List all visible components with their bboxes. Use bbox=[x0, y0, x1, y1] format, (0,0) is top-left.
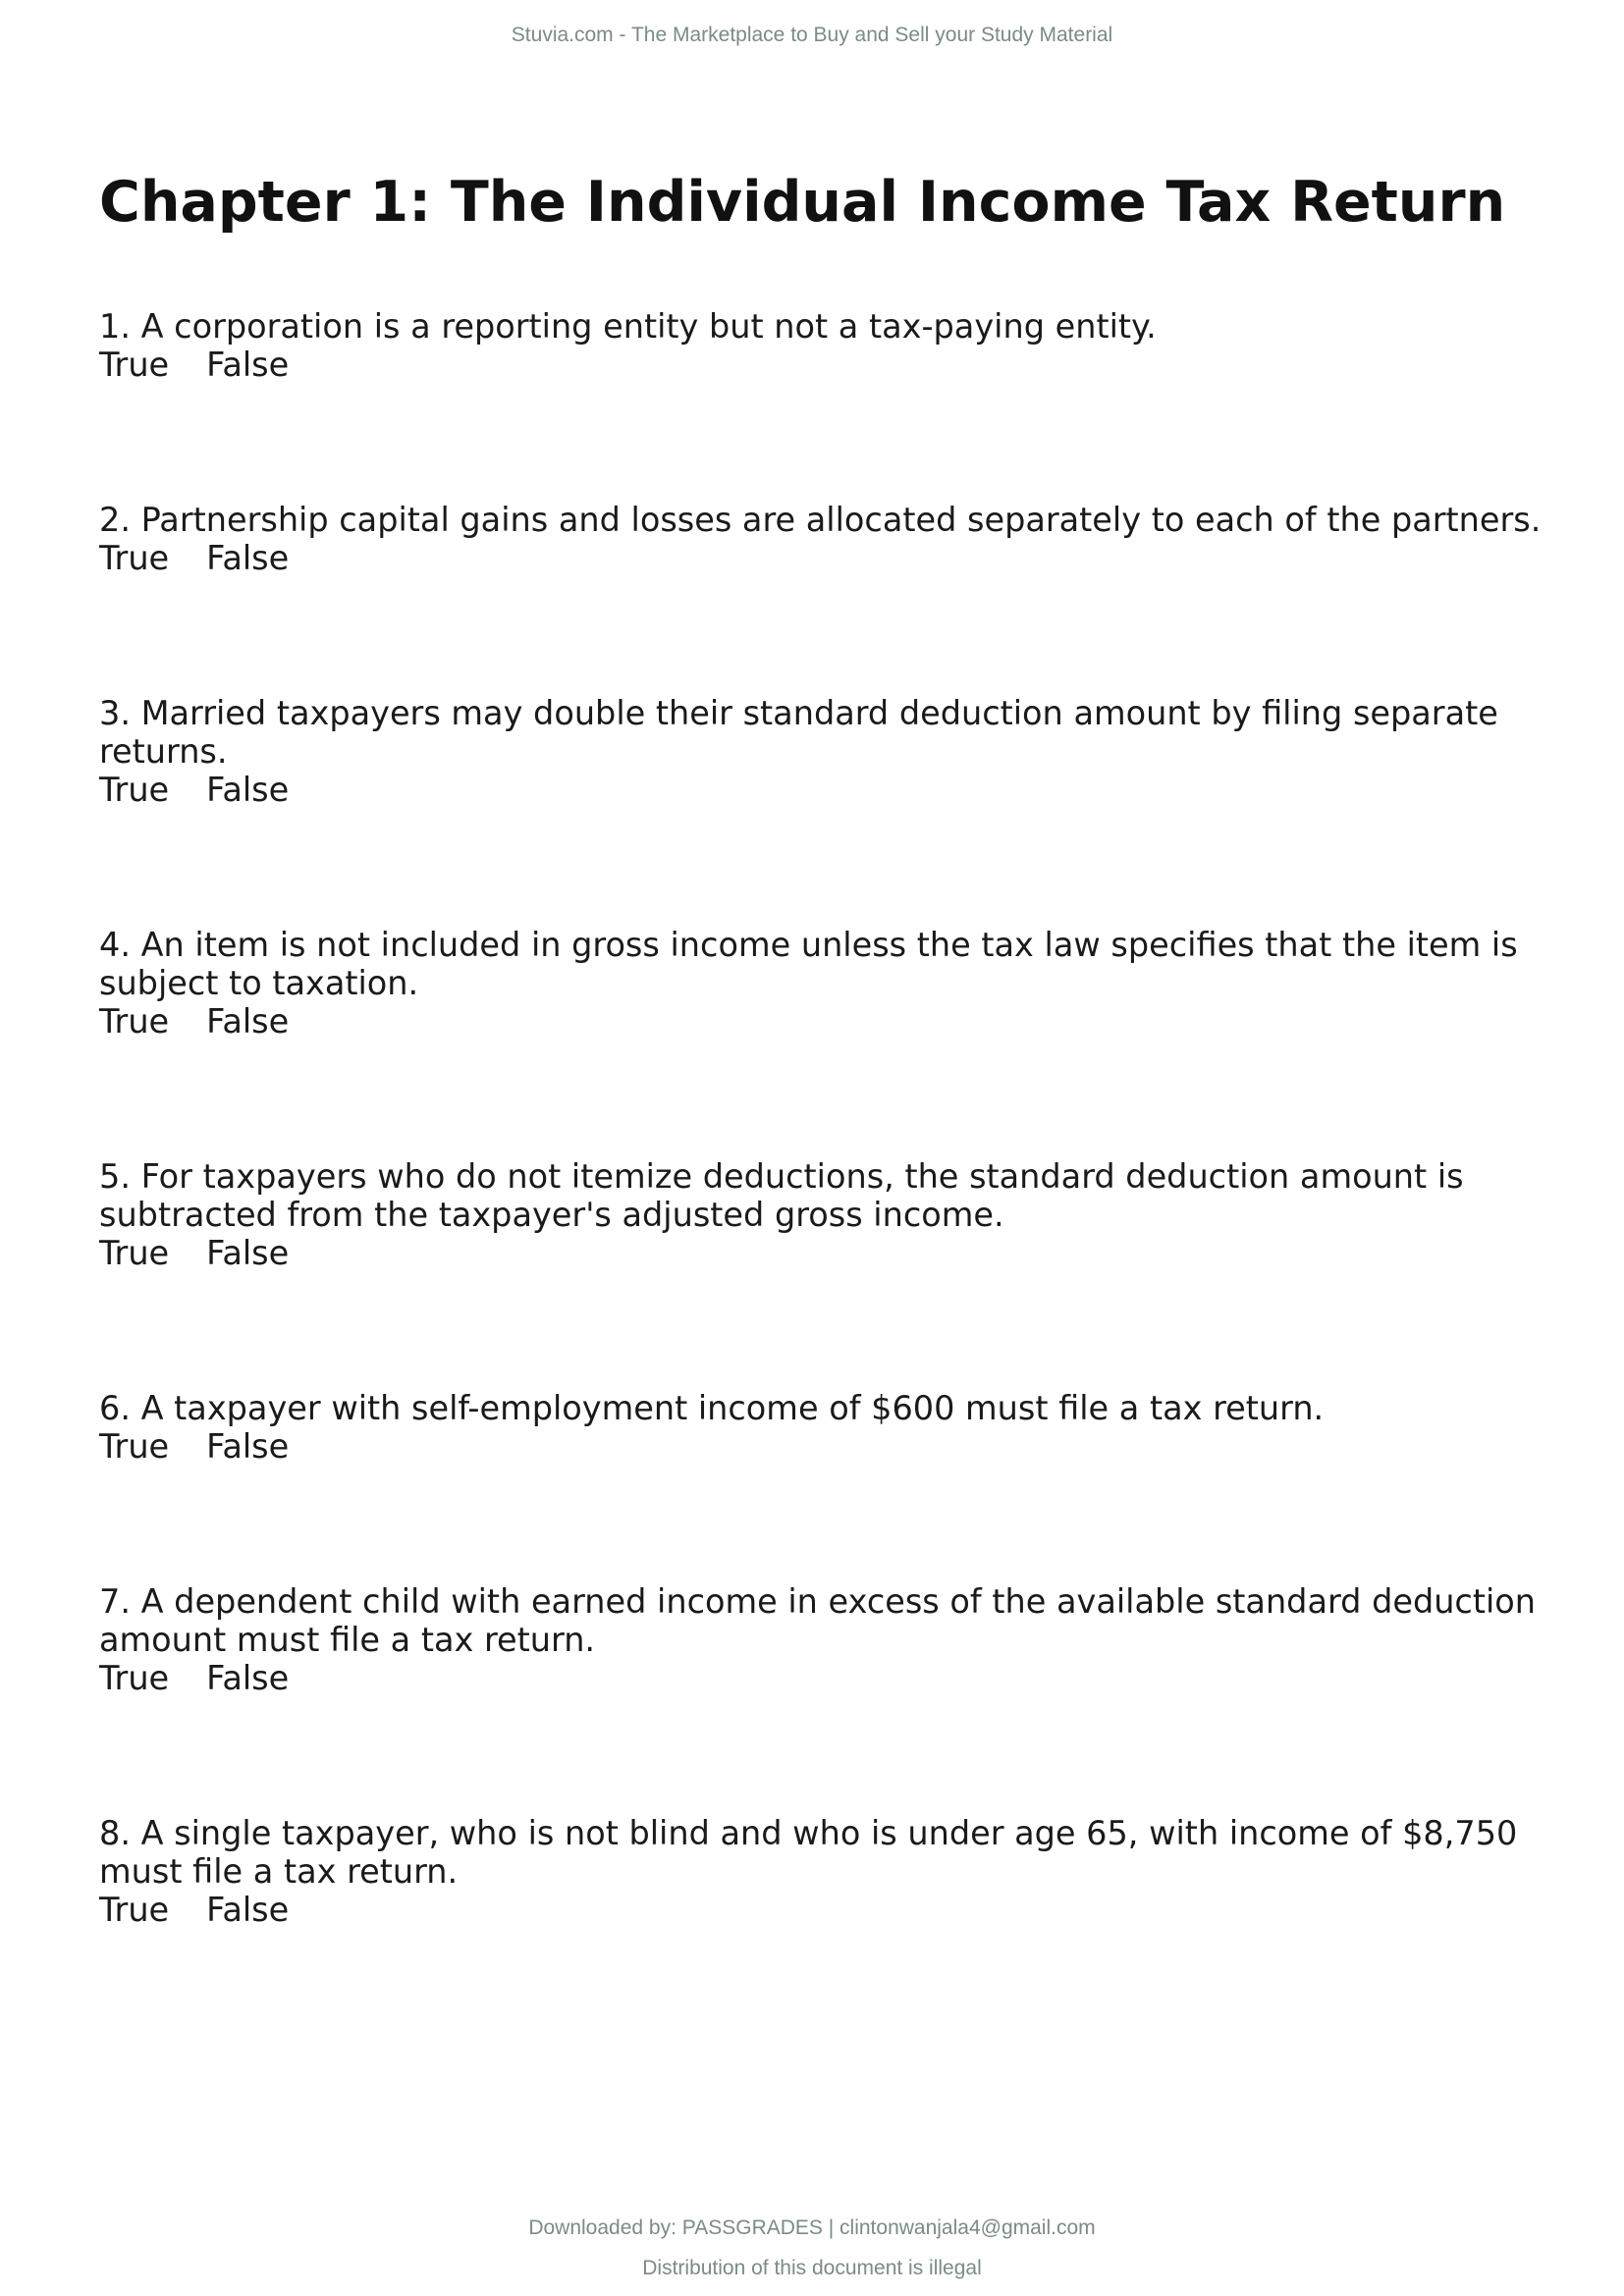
true-option[interactable]: True bbox=[99, 1002, 170, 1041]
false-option[interactable]: False bbox=[206, 539, 290, 577]
true-option[interactable]: True bbox=[99, 539, 170, 577]
answer-options bbox=[99, 1891, 1562, 1929]
question-1 bbox=[99, 307, 1562, 384]
answer-options bbox=[99, 346, 1562, 384]
true-option[interactable]: True bbox=[99, 1234, 170, 1272]
question-7 bbox=[99, 1582, 1562, 1697]
question-text: 6. A taxpayer with self-employment income of $600 must file a tax return. bbox=[99, 1389, 1325, 1427]
answer-options bbox=[99, 1427, 1562, 1466]
question-text: 7. A dependent child with earned income in excess of the available standard deduction amount must file a tax return. bbox=[99, 1582, 1537, 1659]
question-text: 4. An item is not included in gross income unless the tax law specifies that the item is subject to taxation. bbox=[99, 926, 1518, 1002]
question-3 bbox=[99, 694, 1562, 809]
distribution-notice: Distribution of this document is illegal bbox=[642, 2257, 982, 2279]
false-option[interactable]: False bbox=[206, 346, 290, 384]
answer-options bbox=[99, 771, 1562, 809]
question-2 bbox=[99, 501, 1562, 577]
question-8 bbox=[99, 1814, 1562, 1929]
question-text: 5. For taxpayers who do not itemize deductions, the standard deduction amount is subtracted from the taxpayer's adjusted gross income. bbox=[99, 1157, 1464, 1234]
true-option[interactable]: True bbox=[99, 771, 170, 809]
false-option[interactable]: False bbox=[206, 1891, 290, 1929]
false-option[interactable]: False bbox=[206, 1234, 290, 1272]
true-option[interactable]: True bbox=[99, 1891, 170, 1929]
false-option[interactable]: False bbox=[206, 1002, 290, 1041]
question-text: 8. A single taxpayer, who is not blind and who is under age 65, with income of $8,750 must file a tax return. bbox=[99, 1814, 1518, 1891]
false-option[interactable]: False bbox=[206, 1427, 290, 1466]
question-5 bbox=[99, 1157, 1562, 1272]
true-option[interactable]: True bbox=[99, 1427, 170, 1466]
site-header-banner: Stuvia.com - The Marketplace to Buy and Sell your Study Material bbox=[511, 24, 1113, 46]
false-option[interactable]: False bbox=[206, 1659, 290, 1697]
answer-options bbox=[99, 1234, 1562, 1272]
question-4 bbox=[99, 926, 1562, 1041]
true-option[interactable]: True bbox=[99, 346, 170, 384]
page-title: Chapter 1: The Individual Income Tax Return bbox=[99, 170, 1506, 235]
question-text: 1. A corporation is a reporting entity but not a tax-paying entity. bbox=[99, 307, 1157, 346]
answer-options bbox=[99, 1002, 1562, 1041]
download-attribution: Downloaded by: PASSGRADES | clintonwanjala4@gmail.com bbox=[528, 2216, 1096, 2239]
answer-options bbox=[99, 1659, 1562, 1697]
question-text: 2. Partnership capital gains and losses are allocated separately to each of the partners. bbox=[99, 501, 1542, 539]
question-text: 3. Married taxpayers may double their standard deduction amount by filing separate returns. bbox=[99, 694, 1498, 771]
true-option[interactable]: True bbox=[99, 1659, 170, 1697]
false-option[interactable]: False bbox=[206, 771, 290, 809]
question-6 bbox=[99, 1389, 1562, 1466]
answer-options bbox=[99, 539, 1562, 577]
